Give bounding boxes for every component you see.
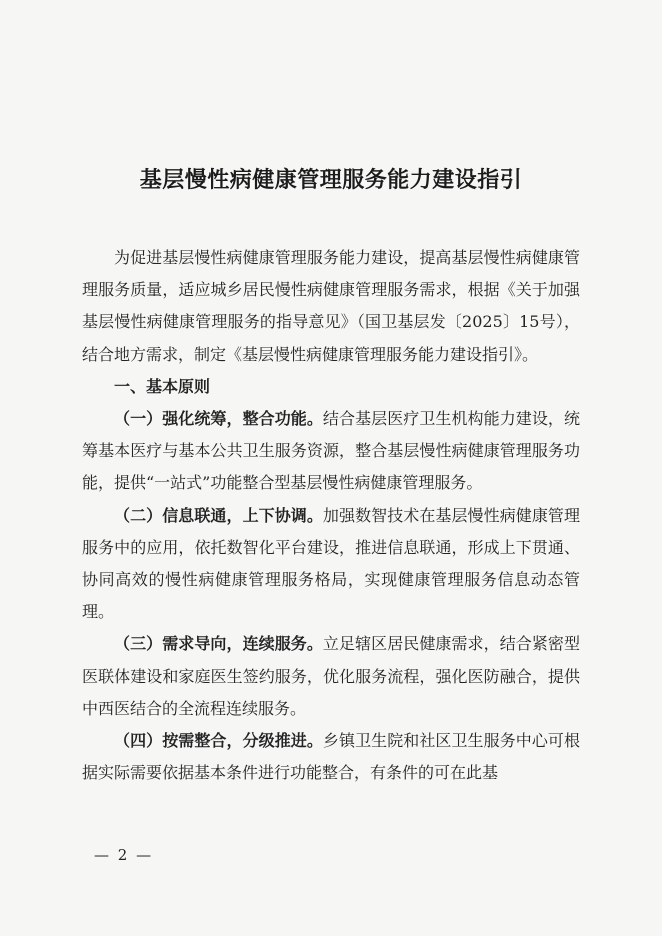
principle-paragraph-3 [82, 628, 580, 725]
principle-text: 加强数智技术在基层慢性病健康管理服务中的应用，依托数智化平台建设，推进信息联通，形成上下贯通、协同高效的慢性病健康管理服务格局，实现健康管理服务信息动态管理。 [82, 505, 580, 622]
document-title: 基层慢性病健康管理服务能力建设指引 [139, 167, 523, 193]
principle-text: 结合基层医疗卫生机构能力建设，统筹基本医疗与基本公共卫生服务资源，整合基层慢性病健康管理服务功能，提供“一站式”功能整合型基层慢性病健康管理服务。 [82, 409, 580, 493]
principle-paragraph-2 [82, 500, 580, 629]
page-number: — 2 — [94, 846, 154, 864]
principle-paragraph-1 [82, 403, 580, 500]
section-heading: 一、基本原则 [114, 376, 211, 396]
principle-lead: （一）强化统筹，整合功能。 [114, 409, 323, 429]
principle-lead: （二）信息联通，上下协调。 [114, 505, 323, 525]
principle-lead: （三）需求导向，连续服务。 [114, 634, 323, 654]
document-body [82, 242, 580, 789]
principle-text: 立足辖区居民健康需求，结合紧密型医联体建设和家庭医生签约服务，优化服务流程，强化医防融合，提供中西医结合的全流程连续服务。 [82, 634, 580, 718]
principle-lead: （四）按需整合，分级推进。 [114, 731, 323, 751]
principle-paragraph-4 [82, 725, 580, 789]
principle-text: 乡镇卫生院和社区卫生服务中心可根据实际需要依据基本条件进行功能整合，有条件的可在此基 [82, 731, 580, 783]
intro-paragraph: 为促进基层慢性病健康管理服务能力建设，提高基层慢性病健康管理服务质量，适应城乡居民慢性病健康管理服务需求，根据《关于加强基层慢性病健康管理服务的指导意见》（国卫基层发〔2025〕15号），结合地方需求，制定《基层慢性病健康管理服务能力建设指引》。 [82, 248, 580, 364]
